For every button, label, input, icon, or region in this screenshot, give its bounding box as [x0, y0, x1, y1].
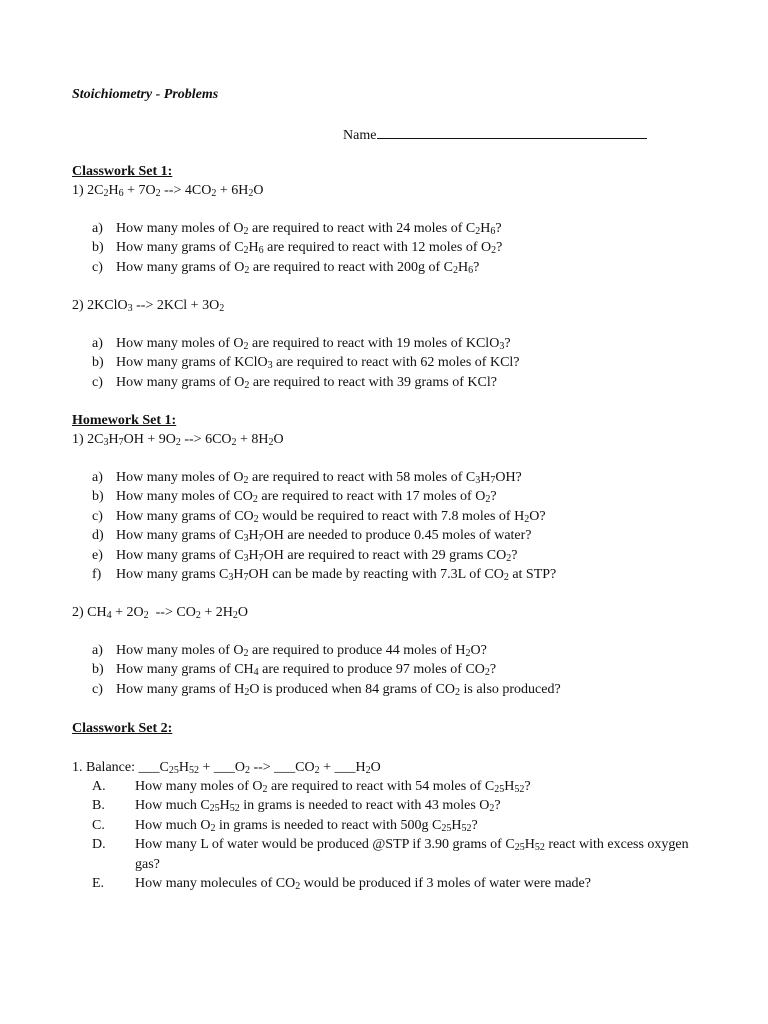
- problem-equation: 2) $CH_4 + 2O_2$ --> $CO_2 + 2H_2O$: [72, 605, 248, 621]
- question-label: b): [92, 662, 104, 678]
- question-label: e): [92, 547, 103, 563]
- question-list: [92, 334, 520, 392]
- question-item: [92, 373, 520, 392]
- question-item: [92, 487, 556, 506]
- question-item: [92, 680, 561, 699]
- question-item: [92, 816, 715, 835]
- section-heading-classwork-set-2: Classwork Set 2:: [72, 721, 173, 736]
- question-list: [92, 777, 715, 893]
- question-label: a): [92, 336, 103, 351]
- question-text: How many grams $C_3H_7OH$ can be made by reacting with 7.3L of $CO_2$ at STP?: [116, 566, 557, 583]
- question-item: [92, 219, 502, 238]
- question-text: How many grams of $O_2$ are required to react with 200g of $C_2H_6$?: [116, 259, 480, 276]
- question-label: B.: [92, 798, 105, 814]
- question-label: d): [92, 528, 104, 544]
- name-blank-line: [377, 125, 647, 139]
- problem-equation: 1) $2C_3H_7OH + 9O_2$ --> $6CO_2 + 8H_2O$: [72, 432, 284, 448]
- name-label: Name: [343, 128, 377, 143]
- question-text: How many moles of $CO_2$ are required to react with 17 moles of $O_2$?: [116, 489, 497, 506]
- question-label: b): [92, 355, 104, 371]
- name-field: [343, 125, 647, 144]
- question-list: [92, 219, 502, 277]
- question-text: How many moles of $O_2$ are required to react with 58 moles of $C_3H_7OH$?: [116, 470, 522, 486]
- question-text: How many grams of $O_2$ are required to react with 39 grams of KCl?: [116, 374, 497, 391]
- question-label: A.: [92, 779, 106, 794]
- question-item: [92, 507, 556, 526]
- question-text: How much $O_2$ in grams is needed to react with 500g $C_{25}H_{52}$?: [135, 817, 478, 834]
- question-item: [92, 565, 556, 584]
- question-label: D.: [92, 837, 106, 853]
- question-text: How many moles of $O_2$ are required to react with 19 moles of KClO$_3$?: [116, 336, 511, 352]
- question-label: b): [92, 240, 104, 256]
- question-label: C.: [92, 817, 105, 833]
- section-heading-homework-set-1: Homework Set 1:: [72, 413, 177, 428]
- question-text: How many grams of $C_3H_7OH$ are required to react with 29 grams $CO_2$?: [116, 547, 518, 564]
- question-text: How many grams of $C_2H_6$ are required to react with 12 moles of $O_2$?: [116, 240, 503, 257]
- question-item: [92, 468, 556, 487]
- question-label: a): [92, 643, 103, 658]
- question-text: How many grams of KClO$_3$ are required to react with 62 moles of KCl?: [116, 355, 520, 372]
- question-label: E.: [92, 876, 105, 892]
- question-item: [92, 334, 520, 353]
- question-text: How many grams of $CH_4$ are required to produce 97 moles of $CO_2$?: [116, 662, 497, 679]
- question-text: How much $C_{25}H_{52}$ in grams is needed to react with 43 moles $O_2$?: [135, 798, 501, 815]
- problem-equation: 1. Balance: $\_\_\_C_{25}H_{52}$ + $\_\_\_O_2$ --> $\_\_\_CO_2$ + $\_\_\_H_2O$: [72, 760, 381, 776]
- question-item: [92, 238, 502, 257]
- question-label: c): [92, 681, 103, 697]
- question-text: How many moles of $O_2$ are required to react with 54 moles of $C_{25}H_{52}$?: [135, 779, 531, 795]
- question-label: a): [92, 470, 103, 485]
- question-text: How many grams of $C_3H_7OH$ are needed to produce 0.45 moles of water?: [116, 528, 532, 545]
- question-label: c): [92, 508, 103, 524]
- question-item: [92, 526, 556, 545]
- question-text: How many molecules of $CO_2$ would be produced if 3 moles of water were made?: [135, 876, 591, 893]
- question-text: How many moles of $O_2$ are required to react with 24 moles of $C_2H_6$?: [116, 221, 502, 237]
- question-item: [92, 835, 715, 874]
- question-list: [92, 468, 556, 584]
- section-heading-classwork-set-1: Classwork Set 1:: [72, 164, 173, 179]
- question-label: c): [92, 374, 103, 390]
- problem-equation: 1) $2C_2H_6 + 7O_2$ --> $4CO_2 + 6H_2O$: [72, 183, 264, 199]
- question-label: c): [92, 259, 103, 275]
- question-item: [92, 660, 561, 679]
- question-label: a): [92, 221, 103, 236]
- problem-equation: 2) 2KClO$_3$ --> $2KCl + 3O_2$: [72, 298, 225, 314]
- question-item: [92, 777, 715, 796]
- question-item: [92, 546, 556, 565]
- question-item: [92, 796, 715, 815]
- question-label: f): [92, 566, 102, 582]
- question-item: [92, 353, 520, 372]
- question-item: [92, 874, 715, 893]
- question-label: b): [92, 489, 104, 505]
- question-text: How many grams of $H_2O$ is produced when 84 grams of $CO_2$ is also produced?: [116, 681, 561, 698]
- question-item: [92, 258, 502, 277]
- question-item: [92, 641, 561, 660]
- question-text: How many grams of $CO_2$ would be required to react with 7.8 moles of $H_2O$?: [116, 508, 546, 525]
- page-title: Stoichiometry - Problems: [72, 87, 219, 102]
- question-text: How many L of water would be produced @STP if 3.90 grams of $C_{25}H_{52}$ react with excess oxygen gas?: [135, 837, 689, 872]
- question-list: [92, 641, 561, 699]
- question-text: How many moles of $O_2$ are required to produce 44 moles of $H_2O$?: [116, 643, 487, 659]
